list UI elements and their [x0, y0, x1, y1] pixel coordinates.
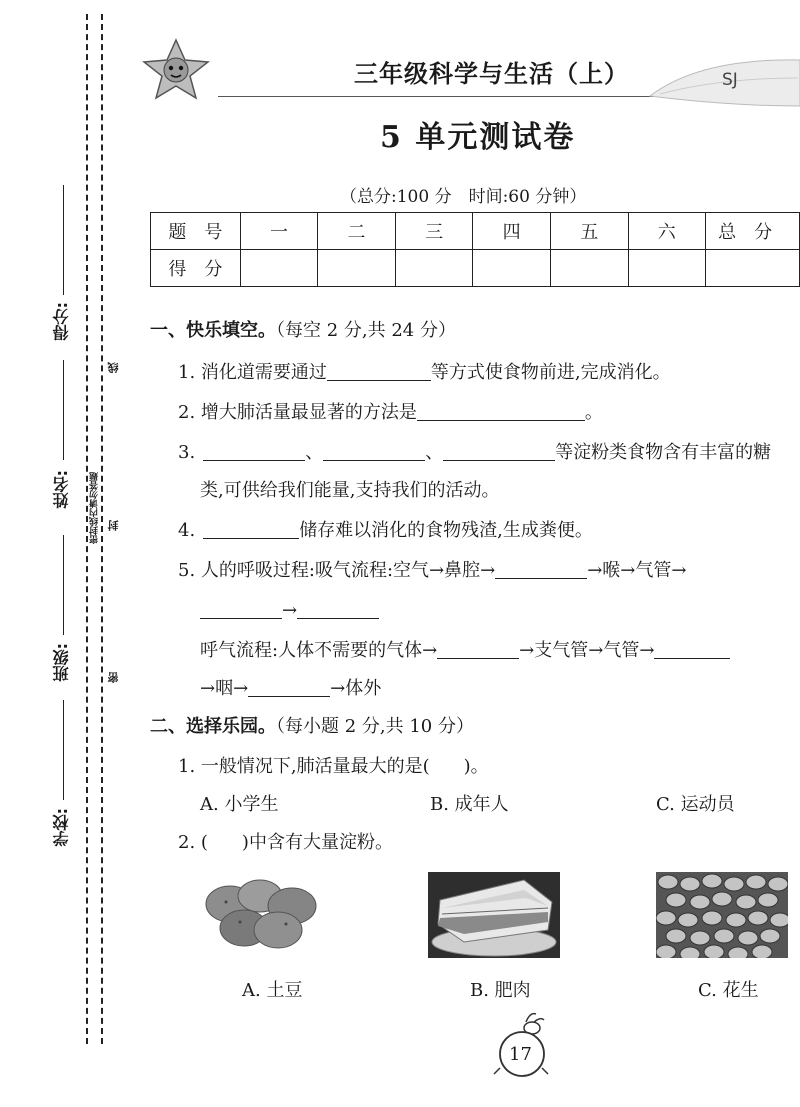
score-table-score-row: [151, 250, 800, 287]
section1-note: （每空 2 分,共 24 分）: [276, 320, 456, 341]
seal-mark-feng: 封: [107, 520, 120, 531]
option-c-peanut[interactable]: C. 花生: [698, 980, 759, 1001]
table-cell: 二: [318, 213, 396, 250]
question-text: 2. 增大肺活量最显著的方法是: [178, 402, 417, 423]
answer-blank[interactable]: [200, 600, 282, 619]
score-input-cell[interactable]: [318, 250, 396, 287]
question-1-5-line4: [200, 678, 381, 698]
question-2-2: [178, 834, 393, 852]
question-text: 等淀粉类食物含有丰富的糖: [555, 442, 772, 463]
peanut-image[interactable]: [656, 872, 788, 958]
question-text: 类,可供给我们能量,支持我们的活动。: [200, 480, 500, 501]
question-1-3: [178, 442, 771, 462]
book-title: 三年级科学与生活（上）: [354, 60, 629, 88]
score-table-header-row: [151, 213, 800, 250]
score-input-cell[interactable]: [628, 250, 706, 287]
option-a[interactable]: A. 小学生: [200, 794, 279, 815]
score-write-line: [63, 185, 64, 295]
question-text: 2. (: [178, 832, 208, 853]
school-write-line: [63, 700, 64, 800]
score-input-cell[interactable]: [473, 250, 551, 287]
question-1-4: [178, 520, 593, 540]
question-text: →: [282, 600, 298, 621]
score-input-cell[interactable]: [240, 250, 318, 287]
seal-note: 密封线内请勿答题: [90, 472, 100, 544]
name-write-line: [63, 360, 64, 460]
star-mascot-icon: [140, 38, 212, 102]
question-2-1: [178, 758, 489, 776]
table-cell: 一: [240, 213, 318, 250]
question-text: 呼气流程:人体不需要的气体→: [200, 640, 438, 661]
answer-blank[interactable]: [327, 362, 431, 381]
question-text: )中含有大量淀粉。: [241, 832, 393, 853]
ladybug-icon: [486, 1008, 556, 1078]
question-text: 等方式使食物前进,完成消化。: [430, 362, 671, 383]
table-cell: 五: [550, 213, 628, 250]
section2-heading: 二、选择乐园。: [150, 716, 276, 737]
score-input-cell[interactable]: [395, 250, 473, 287]
section2-heading-line: [150, 718, 474, 736]
table-cell: 得 分: [151, 250, 241, 287]
class-write-line: [63, 535, 64, 635]
question-1-1: [178, 362, 671, 382]
edition-code: SJ: [722, 70, 738, 90]
table-cell: 四: [473, 213, 551, 250]
answer-blank[interactable]: [248, 678, 330, 697]
score-label: 得分:: [52, 302, 71, 341]
answer-blank[interactable]: [297, 600, 379, 619]
section1-heading: 一、快乐填空。: [150, 320, 276, 341]
question-text: 1. 一般情况下,肺活量最大的是(: [178, 756, 430, 777]
answer-blank[interactable]: [417, 402, 585, 421]
option-a-potato[interactable]: A. 土豆: [242, 980, 303, 1001]
answer-blank[interactable]: [437, 640, 519, 659]
answer-blank[interactable]: [203, 520, 299, 539]
answer-blank[interactable]: [203, 442, 305, 461]
school-label: 学校:: [52, 808, 71, 847]
seal-mark-mi: 密: [107, 672, 120, 683]
question-text: 、: [305, 442, 324, 463]
page-number: 17: [509, 1044, 532, 1065]
question-text: 、: [425, 442, 444, 463]
class-label: 班级:: [52, 643, 71, 682]
question-1-5-line3: [200, 640, 730, 660]
question-1-2: [178, 402, 603, 422]
section2-note: （每小题 2 分,共 10 分）: [276, 716, 474, 737]
question-text: )。: [463, 756, 489, 777]
question-1-3-cont: [200, 482, 499, 500]
table-cell: 三: [395, 213, 473, 250]
table-cell: 六: [628, 213, 706, 250]
question-text: →支气管→气管→: [519, 640, 655, 661]
question-text: 5. 人的呼吸过程:吸气流程:空气→鼻腔→: [178, 560, 496, 581]
question-text: 。: [584, 402, 603, 423]
name-label: 姓名:: [52, 470, 71, 509]
table-cell: 题 号: [151, 213, 241, 250]
score-time-info: （总分:100 分 时间:60 分钟）: [340, 187, 587, 207]
option-c[interactable]: C. 运动员: [656, 794, 735, 815]
question-text: →喉→气管→: [587, 560, 687, 581]
answer-blank[interactable]: [495, 560, 587, 579]
score-table: [150, 212, 800, 287]
score-input-cell[interactable]: [550, 250, 628, 287]
question-text: 4.: [178, 520, 196, 541]
feather-decoration-icon: [640, 48, 800, 108]
question-text: →咽→: [200, 678, 249, 699]
question-text: 储存难以消化的食物残渣,生成粪便。: [299, 520, 593, 541]
option-b[interactable]: B. 成年人: [430, 794, 509, 815]
answer-blank[interactable]: [443, 442, 555, 461]
question-1-5-line2: [200, 600, 379, 620]
question-1-5: [178, 560, 686, 580]
question-text: 3.: [178, 442, 196, 463]
score-input-cell[interactable]: [706, 250, 800, 287]
section1-heading-line: [150, 322, 456, 340]
binding-dash-line-inner: [101, 14, 103, 1044]
option-b-pork-fat[interactable]: B. 肥肉: [470, 980, 531, 1001]
answer-blank[interactable]: [654, 640, 730, 659]
table-cell: 总 分: [706, 213, 800, 250]
pork-fat-image[interactable]: [428, 872, 560, 958]
question-text: →体外: [330, 678, 382, 699]
answer-blank[interactable]: [323, 442, 425, 461]
potato-image[interactable]: [196, 872, 326, 952]
header-rule: [218, 96, 688, 97]
page-title: 5 单元测试卷: [380, 120, 576, 155]
seal-mark-xian: 线: [107, 362, 120, 373]
question-text: 1. 消化道需要通过: [178, 362, 327, 383]
